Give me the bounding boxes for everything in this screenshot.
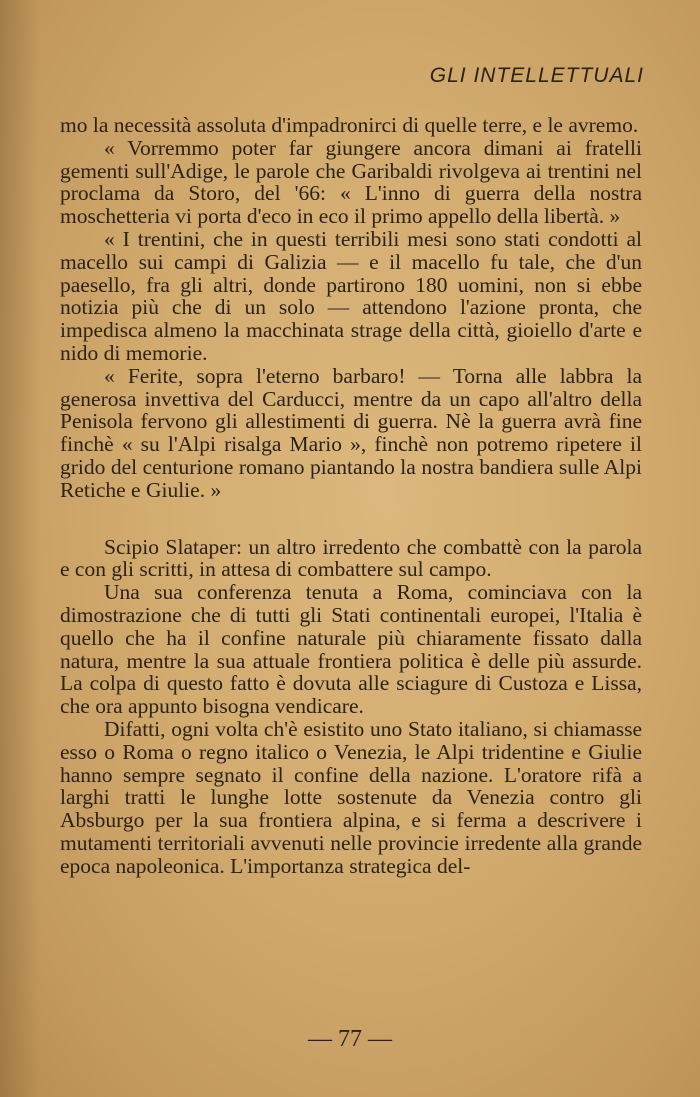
binding-shadow [0, 0, 40, 1097]
page-body [60, 114, 642, 878]
paragraph: « I trentini, che in questi terribili mesi sono stati condotti al macello sui campi di Galizia — e il macello fu tale, che d'un paesello, fra gli altri, donde partirono 180 uomini, non si ebbe notizia più che di un solo — attendono l'azione pronta, che impedisca almeno la macchinata strage della città, gioiello d'arte e nido di memorie. [60, 226, 642, 365]
paragraph: « Vorremmo poter far giungere ancora dimani ai fratelli gementi sull'Adige, le parole che Garibaldi rivolgeva ai trentini nel proclama da Storo, del '66: « L'inno di guerra della nostra moschetteria vi porta d'eco in eco il primo appello della libertà. » [60, 135, 642, 229]
paragraph: mo la necessità assoluta d'impadronirci di quelle terre, e le avremo. [60, 113, 639, 137]
paragraph: « Ferite, sopra l'eterno barbaro! — Torna alle labbra la generosa invettiva del Carducci, mentre da un capo all'altro della Penisola fervono gli allestimenti di guerra. Nè la guerra avrà fine finchè « su l'Alpi risalga Mario », finchè non potremo ripetere il grido del centurione romano piantando la nostra bandiera sulle Alpi Retiche e Giulie. » [60, 363, 642, 502]
page-number: — 77 — [308, 1026, 392, 1052]
paragraph: Una sua conferenza tenuta a Roma, cominciava con la dimostrazione che di tutti gli Stati continentali europei, l'Italia è quello che ha il confine naturale più chiaramente fissato dalla natura, mentre la sua attuale frontiera politica è delle più assurde. La colpa di questo fatto è dovuta alle sciagure di Custoza e Lissa, che ora appunto bisogna vendicare. [60, 580, 642, 719]
running-title: GLI INTELLETTUALI [429, 64, 644, 87]
paragraph: Scipio Slataper: un altro irredento che combattè con la parola e con gli scritti, in attesa di combattere sul campo. [60, 534, 642, 582]
paragraph: Difatti, ogni volta ch'è esistito uno Stato italiano, si chiamasse esso o Roma o regno italico o Venezia, le Alpi tridentine e Giulie hanno sempre segnato il confine della nazione. L'oratore rifà a larghi tratti le lunghe lotte sostenute da Venezia contro gli Absburgo per la sua frontiera alpina, e si ferma a descrivere i mutamenti territoriali avvenuti nelle provincie irredente alla grande epoca napoleonica. L'importanza strategica del- [60, 716, 642, 878]
